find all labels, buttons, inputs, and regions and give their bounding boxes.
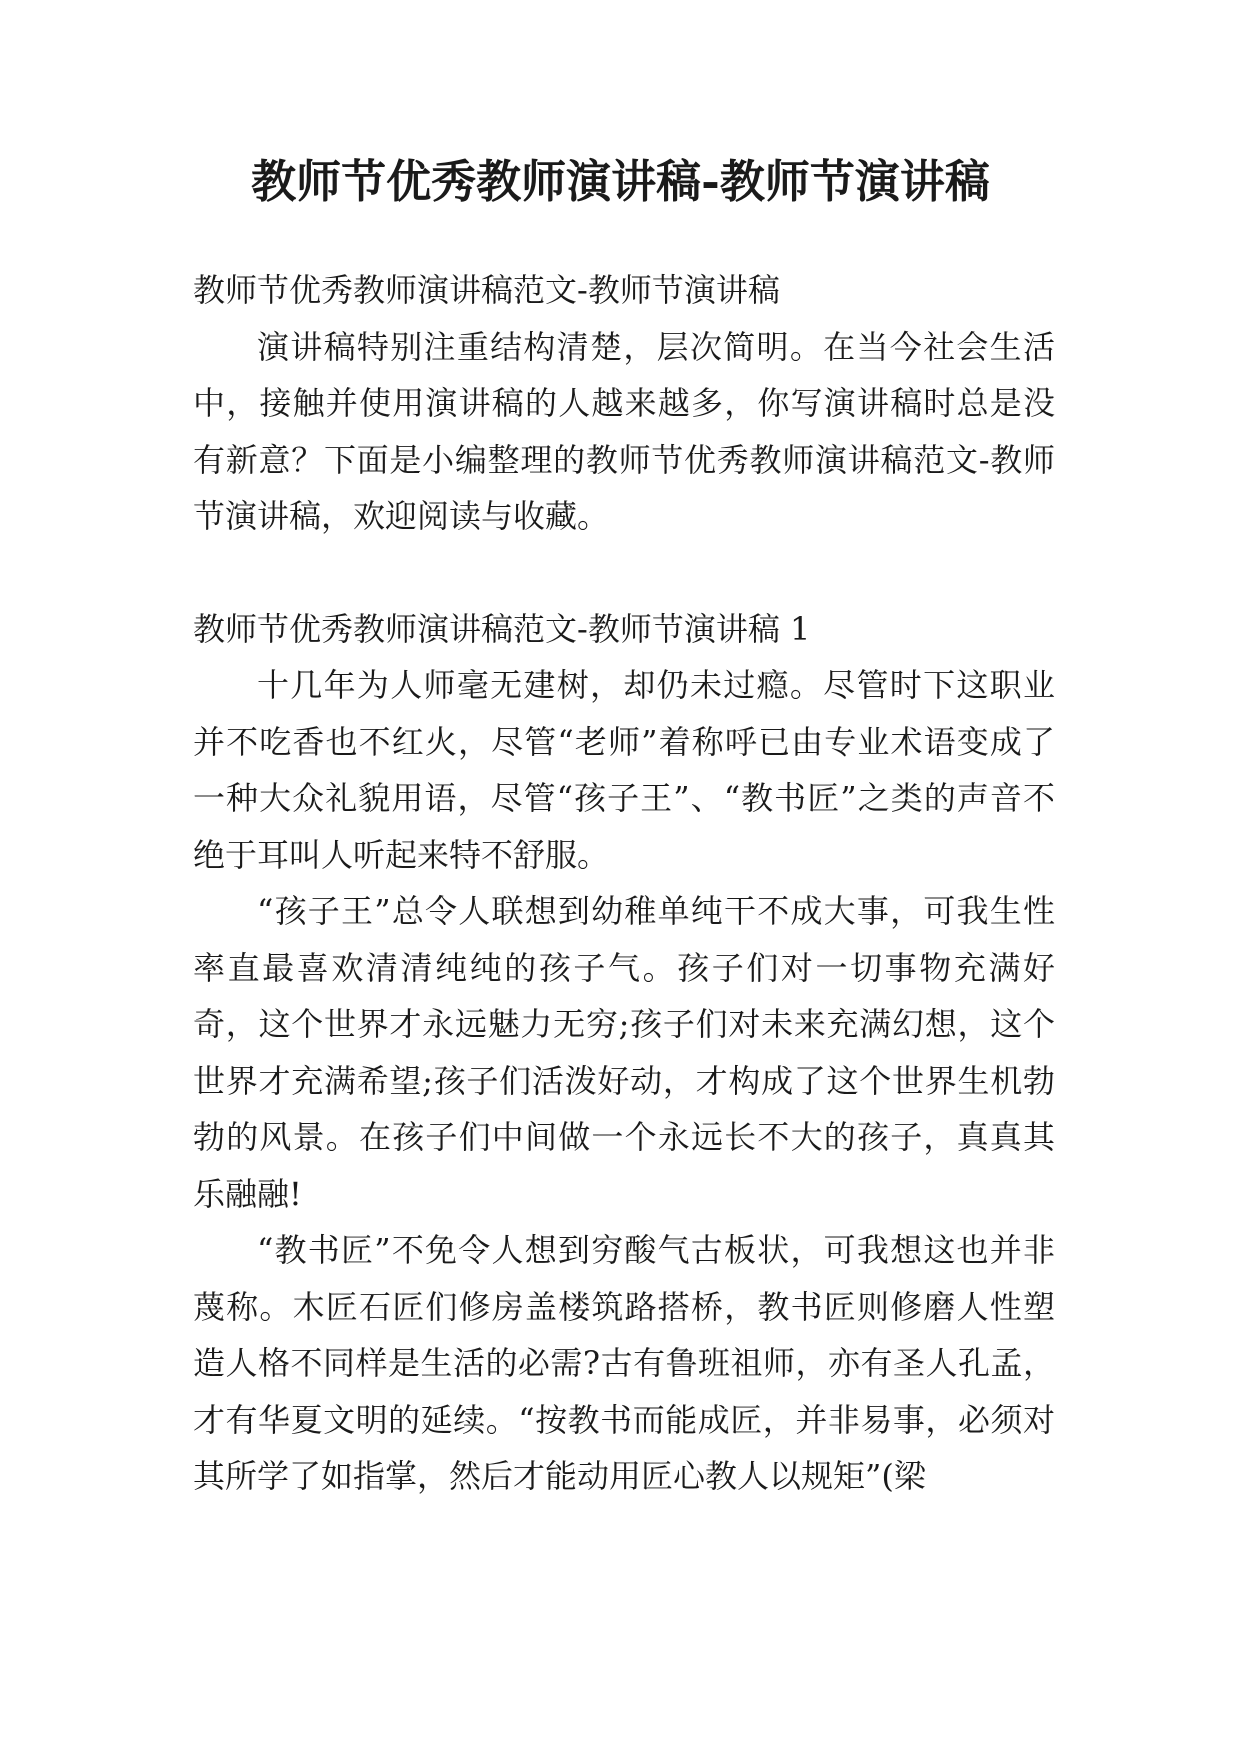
document-body	[193, 262, 1055, 1505]
section1-heading: 教师节优秀教师演讲稿范文-教师节演讲稿 1	[193, 609, 811, 648]
section1-paragraph-3: “教书匠”不免令人想到穷酸气古板状，可我想这也并非蔑称。木匠石匠们修房盖楼筑路搭桥，教书匠则修磨人性塑造人格不同样是生活的必需?古有鲁班祖师，亦有圣人孔孟，才有华夏文明的延续。“按教书而能成匠，并非易事，必须对其所学了如指掌，然后才能动用匠心教人以规矩”(梁	[193, 1231, 1055, 1495]
intro-paragraph: 演讲稿特别注重结构清楚，层次简明。在当今社会生活中，接触并使用演讲稿的人越来越多，你写演讲稿时总是没有新意？下面是小编整理的教师节优秀教师演讲稿范文-教师节演讲稿，欢迎阅读与收藏。	[193, 327, 1055, 535]
section-gap	[193, 545, 1055, 601]
intro-heading: 教师节优秀教师演讲稿范文-教师节演讲稿	[193, 271, 780, 309]
document-title: 教师节优秀教师演讲稿-教师节演讲稿	[251, 155, 990, 208]
section1-paragraph-2: “孩子王”总令人联想到幼稚单纯干不成大事，可我生性率直最喜欢清清纯纯的孩子气。孩子们对一切事物充满好奇，这个世界才永远魅力无穷;孩子们对未来充满幻想，这个世界才充满希望;孩子们活泼好动，才构成了这个世界生机勃勃的风景。在孩子们中间做一个永远长不大的孩子，真真其乐融融!	[193, 892, 1055, 1213]
section1-paragraph-1: 十几年为人师毫无建树，却仍未过瘾。尽管时下这职业并不吃香也不红火，尽管“老师”着称呼已由专业术语变成了一种大众礼貌用语，尽管“孩子王”、“教书匠”之类的声音不绝于耳叫人听起来特不舒服。	[193, 666, 1055, 874]
